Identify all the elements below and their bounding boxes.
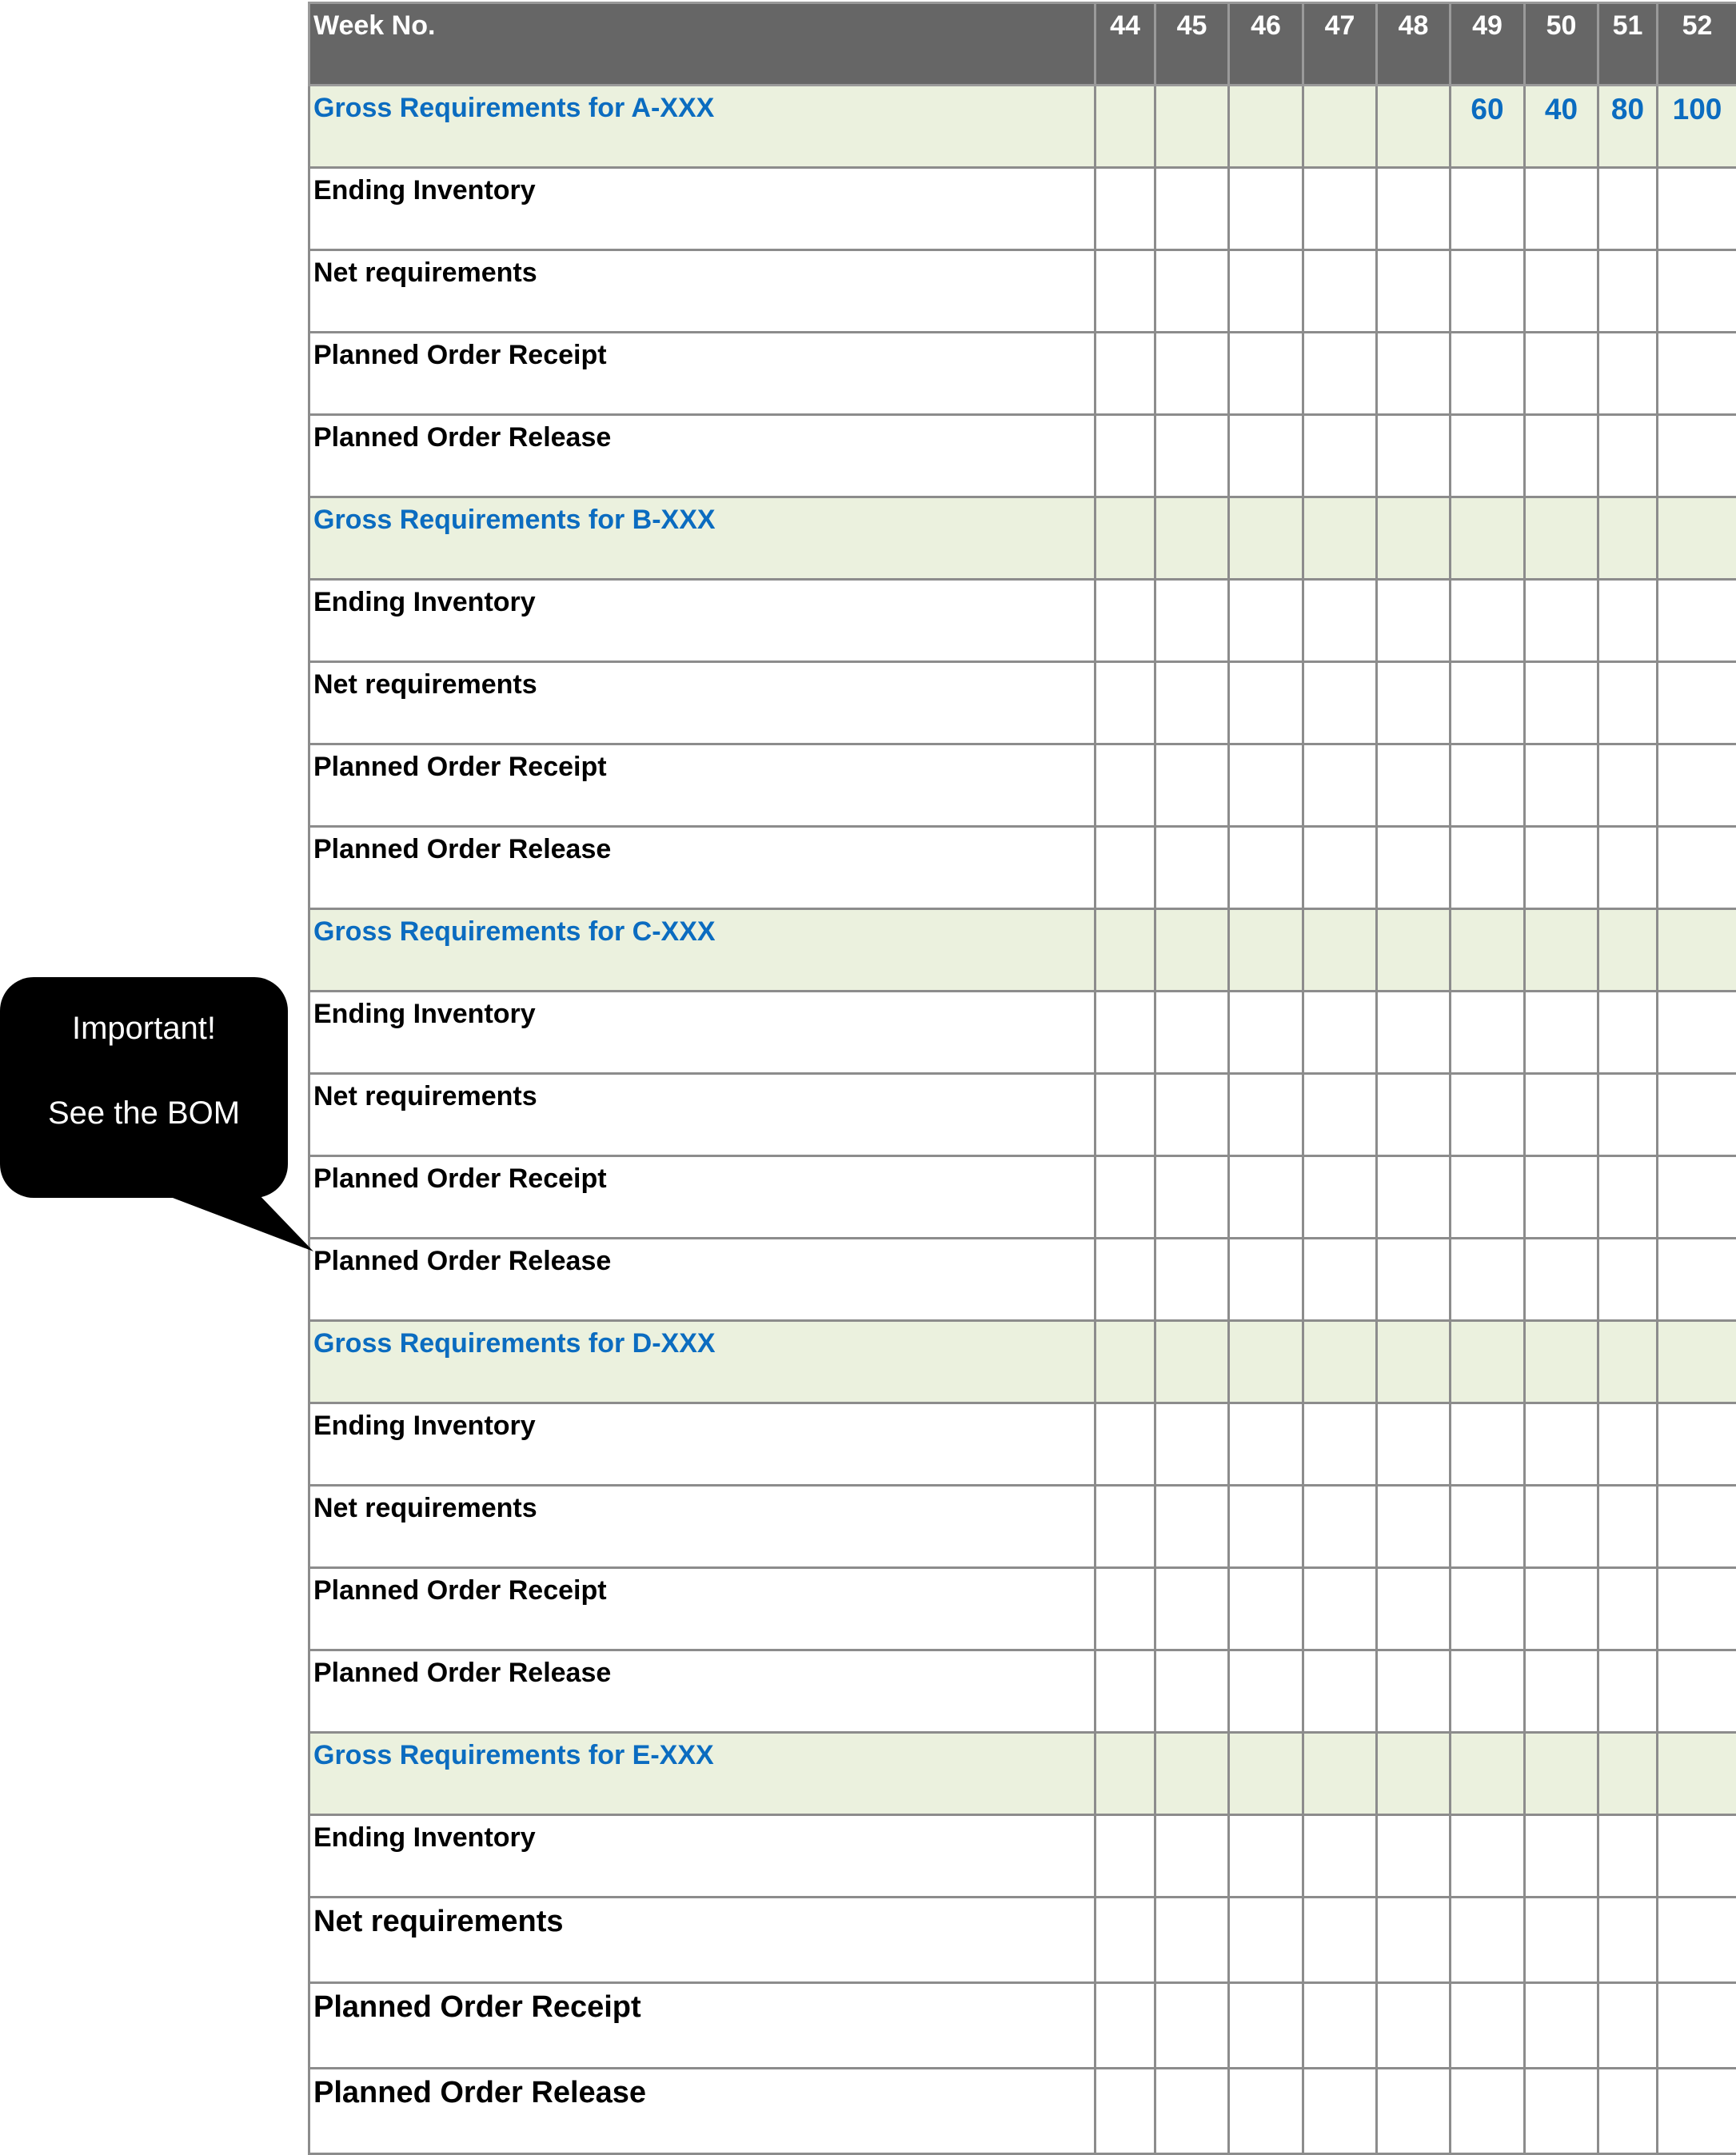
gross-c-week-52 <box>1658 909 1736 992</box>
ending-inventory-e-week-51-cell[interactable] <box>1598 1815 1658 1898</box>
planned-order-receipt-label-d: Planned Order Receipt <box>309 1568 1095 1650</box>
planned-order-release-e-week-50-cell[interactable] <box>1525 2069 1598 2154</box>
gross-e-week-47 <box>1303 1733 1377 1815</box>
net-requirements-a-week-51-cell[interactable] <box>1598 250 1658 333</box>
week-header-46: 46 <box>1229 3 1303 86</box>
gross-d-week-46 <box>1229 1321 1303 1403</box>
week-no-label: Week No. <box>309 3 1095 86</box>
net-requirements-row-e <box>309 1898 1736 1983</box>
net-requirements-e-week-48-cell[interactable] <box>1377 1898 1451 1983</box>
net-requirements-b-week-52-cell[interactable] <box>1658 662 1736 744</box>
ending-inventory-d-week-48-cell[interactable] <box>1377 1403 1451 1486</box>
planned-order-release-label-d: Planned Order Release <box>309 1650 1095 1733</box>
ending-inventory-a-week-47-cell[interactable] <box>1303 168 1377 250</box>
ending-inventory-a-week-48-cell[interactable] <box>1377 168 1451 250</box>
ending-inventory-c-week-45-cell[interactable] <box>1155 992 1229 1074</box>
gross-a-week-44 <box>1095 86 1155 168</box>
net-requirements-a-week-47-cell[interactable] <box>1303 250 1377 333</box>
planned-order-release-e-week-44-cell[interactable] <box>1095 2069 1155 2154</box>
ending-inventory-c-week-51-cell[interactable] <box>1598 992 1658 1074</box>
planned-order-release-a-week-44-cell[interactable] <box>1095 415 1155 497</box>
ending-inventory-b-week-49-cell[interactable] <box>1451 580 1525 662</box>
planned-order-release-row-c <box>309 1239 1736 1321</box>
net-requirements-row-d <box>309 1486 1736 1568</box>
planned-order-release-c-week-50-cell[interactable] <box>1525 1239 1598 1321</box>
net-requirements-c-week-46-cell[interactable] <box>1229 1074 1303 1156</box>
planned-order-receipt-d-week-52-cell[interactable] <box>1658 1568 1736 1650</box>
net-requirements-e-week-51-cell[interactable] <box>1598 1898 1658 1983</box>
gross-b-week-52 <box>1658 497 1736 580</box>
net-requirements-b-week-47-cell[interactable] <box>1303 662 1377 744</box>
ending-inventory-e-week-46-cell[interactable] <box>1229 1815 1303 1898</box>
ending-inventory-e-week-47-cell[interactable] <box>1303 1815 1377 1898</box>
gross-requirements-row-e <box>309 1733 1736 1815</box>
planned-order-receipt-d-week-50-cell[interactable] <box>1525 1568 1598 1650</box>
planned-order-release-b-week-51-cell[interactable] <box>1598 827 1658 909</box>
planned-order-receipt-a-week-52-cell[interactable] <box>1658 333 1736 415</box>
gross-b-week-51 <box>1598 497 1658 580</box>
net-requirements-c-week-51-cell[interactable] <box>1598 1074 1658 1156</box>
week-header-48: 48 <box>1377 3 1451 86</box>
net-requirements-e-week-49-cell[interactable] <box>1451 1898 1525 1983</box>
ending-inventory-b-week-48-cell[interactable] <box>1377 580 1451 662</box>
callout-line-see-bom: See the BOM <box>0 1095 288 1131</box>
net-requirements-d-week-52-cell[interactable] <box>1658 1486 1736 1568</box>
net-requirements-label-e: Net requirements <box>309 1898 1095 1983</box>
planned-order-release-c-week-52-cell[interactable] <box>1658 1239 1736 1321</box>
planned-order-release-a-week-51-cell[interactable] <box>1598 415 1658 497</box>
gross-c-week-49 <box>1451 909 1525 992</box>
gross-a-week-51: 80 <box>1598 86 1658 168</box>
planned-order-release-b-week-47-cell[interactable] <box>1303 827 1377 909</box>
gross-c-week-48 <box>1377 909 1451 992</box>
net-requirements-a-week-45-cell[interactable] <box>1155 250 1229 333</box>
ending-inventory-a-week-44-cell[interactable] <box>1095 168 1155 250</box>
planned-order-release-b-week-49-cell[interactable] <box>1451 827 1525 909</box>
gross-d-week-51 <box>1598 1321 1658 1403</box>
planned-order-receipt-d-week-51-cell[interactable] <box>1598 1568 1658 1650</box>
planned-order-receipt-label-a: Planned Order Receipt <box>309 333 1095 415</box>
ending-inventory-b-week-46-cell[interactable] <box>1229 580 1303 662</box>
net-requirements-d-week-46-cell[interactable] <box>1229 1486 1303 1568</box>
gross-requirements-row-b <box>309 497 1736 580</box>
planned-order-release-d-week-51-cell[interactable] <box>1598 1650 1658 1733</box>
gross-b-week-46 <box>1229 497 1303 580</box>
ending-inventory-e-week-45-cell[interactable] <box>1155 1815 1229 1898</box>
ending-inventory-d-week-44-cell[interactable] <box>1095 1403 1155 1486</box>
gross-d-week-44 <box>1095 1321 1155 1403</box>
planned-order-release-d-week-48-cell[interactable] <box>1377 1650 1451 1733</box>
planned-order-receipt-a-week-48-cell[interactable] <box>1377 333 1451 415</box>
planned-order-release-c-week-51-cell[interactable] <box>1598 1239 1658 1321</box>
important-callout <box>0 977 288 1198</box>
ending-inventory-d-week-45-cell[interactable] <box>1155 1403 1229 1486</box>
planned-order-receipt-a-week-49-cell[interactable] <box>1451 333 1525 415</box>
ending-inventory-e-week-50-cell[interactable] <box>1525 1815 1598 1898</box>
gross-a-week-48 <box>1377 86 1451 168</box>
planned-order-release-e-week-46-cell[interactable] <box>1229 2069 1303 2154</box>
gross-c-week-51 <box>1598 909 1658 992</box>
planned-order-receipt-b-week-52-cell[interactable] <box>1658 744 1736 827</box>
planned-order-receipt-a-week-47-cell[interactable] <box>1303 333 1377 415</box>
gross-c-week-45 <box>1155 909 1229 992</box>
planned-order-receipt-d-week-46-cell[interactable] <box>1229 1568 1303 1650</box>
gross-c-week-47 <box>1303 909 1377 992</box>
planned-order-release-d-week-46-cell[interactable] <box>1229 1650 1303 1733</box>
planned-order-release-d-week-50-cell[interactable] <box>1525 1650 1598 1733</box>
planned-order-receipt-d-week-44-cell[interactable] <box>1095 1568 1155 1650</box>
ending-inventory-b-week-50-cell[interactable] <box>1525 580 1598 662</box>
planned-order-release-a-week-49-cell[interactable] <box>1451 415 1525 497</box>
ending-inventory-c-week-48-cell[interactable] <box>1377 992 1451 1074</box>
planned-order-receipt-e-week-48-cell[interactable] <box>1377 1983 1451 2069</box>
planned-order-receipt-b-week-44-cell[interactable] <box>1095 744 1155 827</box>
gross-e-week-46 <box>1229 1733 1303 1815</box>
ending-inventory-row-a <box>309 168 1736 250</box>
gross-b-week-49 <box>1451 497 1525 580</box>
planned-order-receipt-b-week-46-cell[interactable] <box>1229 744 1303 827</box>
week-header-52: 52 <box>1658 3 1736 86</box>
planned-order-release-a-week-45-cell[interactable] <box>1155 415 1229 497</box>
ending-inventory-e-week-48-cell[interactable] <box>1377 1815 1451 1898</box>
planned-order-release-e-week-48-cell[interactable] <box>1377 2069 1451 2154</box>
ending-inventory-a-week-49-cell[interactable] <box>1451 168 1525 250</box>
ending-inventory-d-week-50-cell[interactable] <box>1525 1403 1598 1486</box>
ending-inventory-c-week-50-cell[interactable] <box>1525 992 1598 1074</box>
planned-order-receipt-d-week-48-cell[interactable] <box>1377 1568 1451 1650</box>
gross-e-week-45 <box>1155 1733 1229 1815</box>
gross-e-week-50 <box>1525 1733 1598 1815</box>
ending-inventory-c-week-52-cell[interactable] <box>1658 992 1736 1074</box>
gross-requirements-label-a: Gross Requirements for A-XXX <box>309 86 1095 168</box>
gross-d-week-52 <box>1658 1321 1736 1403</box>
planned-order-release-d-week-52-cell[interactable] <box>1658 1650 1736 1733</box>
gross-a-week-49: 60 <box>1451 86 1525 168</box>
ending-inventory-d-week-47-cell[interactable] <box>1303 1403 1377 1486</box>
gross-a-week-46 <box>1229 86 1303 168</box>
net-requirements-e-week-47-cell[interactable] <box>1303 1898 1377 1983</box>
net-requirements-c-week-49-cell[interactable] <box>1451 1074 1525 1156</box>
planned-order-receipt-row-c <box>309 1156 1736 1239</box>
planned-order-receipt-c-week-50-cell[interactable] <box>1525 1156 1598 1239</box>
planned-order-release-a-week-46-cell[interactable] <box>1229 415 1303 497</box>
ending-inventory-d-week-51-cell[interactable] <box>1598 1403 1658 1486</box>
ending-inventory-label-b: Ending Inventory <box>309 580 1095 662</box>
net-requirements-a-week-48-cell[interactable] <box>1377 250 1451 333</box>
planned-order-release-b-week-45-cell[interactable] <box>1155 827 1229 909</box>
gross-b-week-50 <box>1525 497 1598 580</box>
planned-order-receipt-a-week-44-cell[interactable] <box>1095 333 1155 415</box>
net-requirements-a-week-44-cell[interactable] <box>1095 250 1155 333</box>
net-requirements-e-week-45-cell[interactable] <box>1155 1898 1229 1983</box>
callout-line-important: Important! <box>0 1011 288 1047</box>
planned-order-receipt-e-week-46-cell[interactable] <box>1229 1983 1303 2069</box>
gross-e-week-52 <box>1658 1733 1736 1815</box>
planned-order-release-e-week-49-cell[interactable] <box>1451 2069 1525 2154</box>
planned-order-release-b-week-52-cell[interactable] <box>1658 827 1736 909</box>
ending-inventory-label-c: Ending Inventory <box>309 992 1095 1074</box>
ending-inventory-b-week-44-cell[interactable] <box>1095 580 1155 662</box>
planned-order-release-e-week-52-cell[interactable] <box>1658 2069 1736 2154</box>
gross-d-week-45 <box>1155 1321 1229 1403</box>
net-requirements-b-week-45-cell[interactable] <box>1155 662 1229 744</box>
ending-inventory-b-week-47-cell[interactable] <box>1303 580 1377 662</box>
gross-a-week-50: 40 <box>1525 86 1598 168</box>
net-requirements-b-week-50-cell[interactable] <box>1525 662 1598 744</box>
ending-inventory-c-week-47-cell[interactable] <box>1303 992 1377 1074</box>
net-requirements-e-week-50-cell[interactable] <box>1525 1898 1598 1983</box>
ending-inventory-e-week-52-cell[interactable] <box>1658 1815 1736 1898</box>
ending-inventory-e-week-44-cell[interactable] <box>1095 1815 1155 1898</box>
planned-order-receipt-b-week-50-cell[interactable] <box>1525 744 1598 827</box>
week-header-45: 45 <box>1155 3 1229 86</box>
gross-c-week-50 <box>1525 909 1598 992</box>
planned-order-receipt-e-week-44-cell[interactable] <box>1095 1983 1155 2069</box>
net-requirements-b-week-44-cell[interactable] <box>1095 662 1155 744</box>
net-requirements-b-week-51-cell[interactable] <box>1598 662 1658 744</box>
planned-order-receipt-a-week-51-cell[interactable] <box>1598 333 1658 415</box>
gross-a-week-45 <box>1155 86 1229 168</box>
net-requirements-d-week-44-cell[interactable] <box>1095 1486 1155 1568</box>
planned-order-receipt-c-week-48-cell[interactable] <box>1377 1156 1451 1239</box>
planned-order-receipt-d-week-47-cell[interactable] <box>1303 1568 1377 1650</box>
planned-order-receipt-d-week-45-cell[interactable] <box>1155 1568 1229 1650</box>
gross-e-week-44 <box>1095 1733 1155 1815</box>
gross-requirements-label-d: Gross Requirements for D-XXX <box>309 1321 1095 1403</box>
gross-a-week-47 <box>1303 86 1377 168</box>
net-requirements-a-week-49-cell[interactable] <box>1451 250 1525 333</box>
week-header-51: 51 <box>1598 3 1658 86</box>
planned-order-release-row-e <box>309 2069 1736 2154</box>
gross-requirements-row-a <box>309 86 1736 168</box>
ending-inventory-b-week-45-cell[interactable] <box>1155 580 1229 662</box>
planned-order-release-label-a: Planned Order Release <box>309 415 1095 497</box>
planned-order-receipt-a-week-50-cell[interactable] <box>1525 333 1598 415</box>
planned-order-receipt-c-week-51-cell[interactable] <box>1598 1156 1658 1239</box>
gross-c-week-46 <box>1229 909 1303 992</box>
ending-inventory-c-week-46-cell[interactable] <box>1229 992 1303 1074</box>
planned-order-receipt-e-week-50-cell[interactable] <box>1525 1983 1598 2069</box>
planned-order-release-a-week-48-cell[interactable] <box>1377 415 1451 497</box>
ending-inventory-c-week-44-cell[interactable] <box>1095 992 1155 1074</box>
gross-a-week-52: 100 <box>1658 86 1736 168</box>
net-requirements-d-week-48-cell[interactable] <box>1377 1486 1451 1568</box>
planned-order-release-c-week-45-cell[interactable] <box>1155 1239 1229 1321</box>
planned-order-receipt-b-week-48-cell[interactable] <box>1377 744 1451 827</box>
planned-order-release-e-week-47-cell[interactable] <box>1303 2069 1377 2154</box>
planned-order-receipt-row-e <box>309 1983 1736 2069</box>
planned-order-receipt-b-week-47-cell[interactable] <box>1303 744 1377 827</box>
planned-order-receipt-b-week-45-cell[interactable] <box>1155 744 1229 827</box>
ending-inventory-label-e: Ending Inventory <box>309 1815 1095 1898</box>
net-requirements-c-week-47-cell[interactable] <box>1303 1074 1377 1156</box>
header-row <box>309 3 1736 86</box>
planned-order-receipt-e-week-52-cell[interactable] <box>1658 1983 1736 2069</box>
planned-order-release-c-week-49-cell[interactable] <box>1451 1239 1525 1321</box>
planned-order-receipt-label-b: Planned Order Receipt <box>309 744 1095 827</box>
gross-requirements-label-c: Gross Requirements for C-XXX <box>309 909 1095 992</box>
planned-order-release-row-b <box>309 827 1736 909</box>
planned-order-receipt-d-week-49-cell[interactable] <box>1451 1568 1525 1650</box>
ending-inventory-c-week-49-cell[interactable] <box>1451 992 1525 1074</box>
gross-requirements-label-b: Gross Requirements for B-XXX <box>309 497 1095 580</box>
planned-order-release-row-a <box>309 415 1736 497</box>
ending-inventory-b-week-52-cell[interactable] <box>1658 580 1736 662</box>
gross-e-week-51 <box>1598 1733 1658 1815</box>
gross-b-week-45 <box>1155 497 1229 580</box>
ending-inventory-d-week-52-cell[interactable] <box>1658 1403 1736 1486</box>
gross-c-week-44 <box>1095 909 1155 992</box>
planned-order-release-b-week-44-cell[interactable] <box>1095 827 1155 909</box>
ending-inventory-a-week-45-cell[interactable] <box>1155 168 1229 250</box>
ending-inventory-row-e <box>309 1815 1736 1898</box>
net-requirements-label-a: Net requirements <box>309 250 1095 333</box>
ending-inventory-d-week-49-cell[interactable] <box>1451 1403 1525 1486</box>
planned-order-receipt-a-week-46-cell[interactable] <box>1229 333 1303 415</box>
planned-order-release-d-week-44-cell[interactable] <box>1095 1650 1155 1733</box>
planned-order-release-label-e: Planned Order Release <box>309 2069 1095 2154</box>
planned-order-release-a-week-52-cell[interactable] <box>1658 415 1736 497</box>
ending-inventory-a-week-46-cell[interactable] <box>1229 168 1303 250</box>
planned-order-receipt-row-b <box>309 744 1736 827</box>
planned-order-receipt-c-week-49-cell[interactable] <box>1451 1156 1525 1239</box>
gross-requirements-row-d <box>309 1321 1736 1403</box>
planned-order-receipt-label-e: Planned Order Receipt <box>309 1983 1095 2069</box>
gross-d-week-50 <box>1525 1321 1598 1403</box>
planned-order-receipt-e-week-45-cell[interactable] <box>1155 1983 1229 2069</box>
ending-inventory-row-c <box>309 992 1736 1074</box>
planned-order-release-c-week-44-cell[interactable] <box>1095 1239 1155 1321</box>
net-requirements-e-week-52-cell[interactable] <box>1658 1898 1736 1983</box>
planned-order-receipt-c-week-47-cell[interactable] <box>1303 1156 1377 1239</box>
ending-inventory-row-b <box>309 580 1736 662</box>
net-requirements-c-week-52-cell[interactable] <box>1658 1074 1736 1156</box>
planned-order-receipt-c-week-52-cell[interactable] <box>1658 1156 1736 1239</box>
ending-inventory-b-week-51-cell[interactable] <box>1598 580 1658 662</box>
net-requirements-d-week-47-cell[interactable] <box>1303 1486 1377 1568</box>
net-requirements-d-week-45-cell[interactable] <box>1155 1486 1229 1568</box>
planned-order-release-c-week-46-cell[interactable] <box>1229 1239 1303 1321</box>
net-requirements-a-week-50-cell[interactable] <box>1525 250 1598 333</box>
mrp-table-body <box>309 3 1736 2154</box>
net-requirements-label-d: Net requirements <box>309 1486 1095 1568</box>
planned-order-receipt-e-week-49-cell[interactable] <box>1451 1983 1525 2069</box>
ending-inventory-row-d <box>309 1403 1736 1486</box>
planned-order-release-b-week-50-cell[interactable] <box>1525 827 1598 909</box>
ending-inventory-a-week-51-cell[interactable] <box>1598 168 1658 250</box>
planned-order-release-row-d <box>309 1650 1736 1733</box>
planned-order-release-d-week-45-cell[interactable] <box>1155 1650 1229 1733</box>
ending-inventory-label-a: Ending Inventory <box>309 168 1095 250</box>
net-requirements-e-week-44-cell[interactable] <box>1095 1898 1155 1983</box>
gross-requirements-row-c <box>309 909 1736 992</box>
net-requirements-b-week-48-cell[interactable] <box>1377 662 1451 744</box>
planned-order-release-label-b: Planned Order Release <box>309 827 1095 909</box>
planned-order-receipt-e-week-51-cell[interactable] <box>1598 1983 1658 2069</box>
planned-order-release-b-week-46-cell[interactable] <box>1229 827 1303 909</box>
week-header-44: 44 <box>1095 3 1155 86</box>
net-requirements-label-b: Net requirements <box>309 662 1095 744</box>
planned-order-receipt-label-c: Planned Order Receipt <box>309 1156 1095 1239</box>
net-requirements-c-week-44-cell[interactable] <box>1095 1074 1155 1156</box>
planned-order-receipt-row-d <box>309 1568 1736 1650</box>
planned-order-receipt-c-week-45-cell[interactable] <box>1155 1156 1229 1239</box>
gross-b-week-47 <box>1303 497 1377 580</box>
net-requirements-a-week-46-cell[interactable] <box>1229 250 1303 333</box>
net-requirements-b-week-49-cell[interactable] <box>1451 662 1525 744</box>
week-header-49: 49 <box>1451 3 1525 86</box>
planned-order-release-a-week-50-cell[interactable] <box>1525 415 1598 497</box>
week-header-50: 50 <box>1525 3 1598 86</box>
net-requirements-b-week-46-cell[interactable] <box>1229 662 1303 744</box>
gross-d-week-47 <box>1303 1321 1377 1403</box>
ending-inventory-e-week-49-cell[interactable] <box>1451 1815 1525 1898</box>
net-requirements-e-week-46-cell[interactable] <box>1229 1898 1303 1983</box>
planned-order-receipt-row-a <box>309 333 1736 415</box>
net-requirements-d-week-49-cell[interactable] <box>1451 1486 1525 1568</box>
net-requirements-a-week-52-cell[interactable] <box>1658 250 1736 333</box>
net-requirements-row-c <box>309 1074 1736 1156</box>
ending-inventory-a-week-50-cell[interactable] <box>1525 168 1598 250</box>
net-requirements-c-week-48-cell[interactable] <box>1377 1074 1451 1156</box>
gross-d-week-48 <box>1377 1321 1451 1403</box>
planned-order-receipt-e-week-47-cell[interactable] <box>1303 1983 1377 2069</box>
net-requirements-row-a <box>309 250 1736 333</box>
gross-e-week-48 <box>1377 1733 1451 1815</box>
planned-order-release-d-week-47-cell[interactable] <box>1303 1650 1377 1733</box>
planned-order-release-b-week-48-cell[interactable] <box>1377 827 1451 909</box>
planned-order-receipt-a-week-45-cell[interactable] <box>1155 333 1229 415</box>
gross-d-week-49 <box>1451 1321 1525 1403</box>
net-requirements-c-week-45-cell[interactable] <box>1155 1074 1229 1156</box>
gross-b-week-44 <box>1095 497 1155 580</box>
planned-order-receipt-b-week-49-cell[interactable] <box>1451 744 1525 827</box>
net-requirements-d-week-51-cell[interactable] <box>1598 1486 1658 1568</box>
planned-order-release-d-week-49-cell[interactable] <box>1451 1650 1525 1733</box>
net-requirements-label-c: Net requirements <box>309 1074 1095 1156</box>
gross-e-week-49 <box>1451 1733 1525 1815</box>
planned-order-release-c-week-48-cell[interactable] <box>1377 1239 1451 1321</box>
ending-inventory-a-week-52-cell[interactable] <box>1658 168 1736 250</box>
planned-order-receipt-b-week-51-cell[interactable] <box>1598 744 1658 827</box>
gross-requirements-label-e: Gross Requirements for E-XXX <box>309 1733 1095 1815</box>
ending-inventory-d-week-46-cell[interactable] <box>1229 1403 1303 1486</box>
net-requirements-c-week-50-cell[interactable] <box>1525 1074 1598 1156</box>
planned-order-release-label-c: Planned Order Release <box>309 1239 1095 1321</box>
planned-order-receipt-c-week-46-cell[interactable] <box>1229 1156 1303 1239</box>
net-requirements-d-week-50-cell[interactable] <box>1525 1486 1598 1568</box>
planned-order-receipt-c-week-44-cell[interactable] <box>1095 1156 1155 1239</box>
planned-order-release-c-week-47-cell[interactable] <box>1303 1239 1377 1321</box>
ending-inventory-label-d: Ending Inventory <box>309 1403 1095 1486</box>
planned-order-release-a-week-47-cell[interactable] <box>1303 415 1377 497</box>
planned-order-release-e-week-45-cell[interactable] <box>1155 2069 1229 2154</box>
planned-order-release-e-week-51-cell[interactable] <box>1598 2069 1658 2154</box>
week-header-47: 47 <box>1303 3 1377 86</box>
gross-b-week-48 <box>1377 497 1451 580</box>
mrp-table <box>308 2 1736 2155</box>
net-requirements-row-b <box>309 662 1736 744</box>
